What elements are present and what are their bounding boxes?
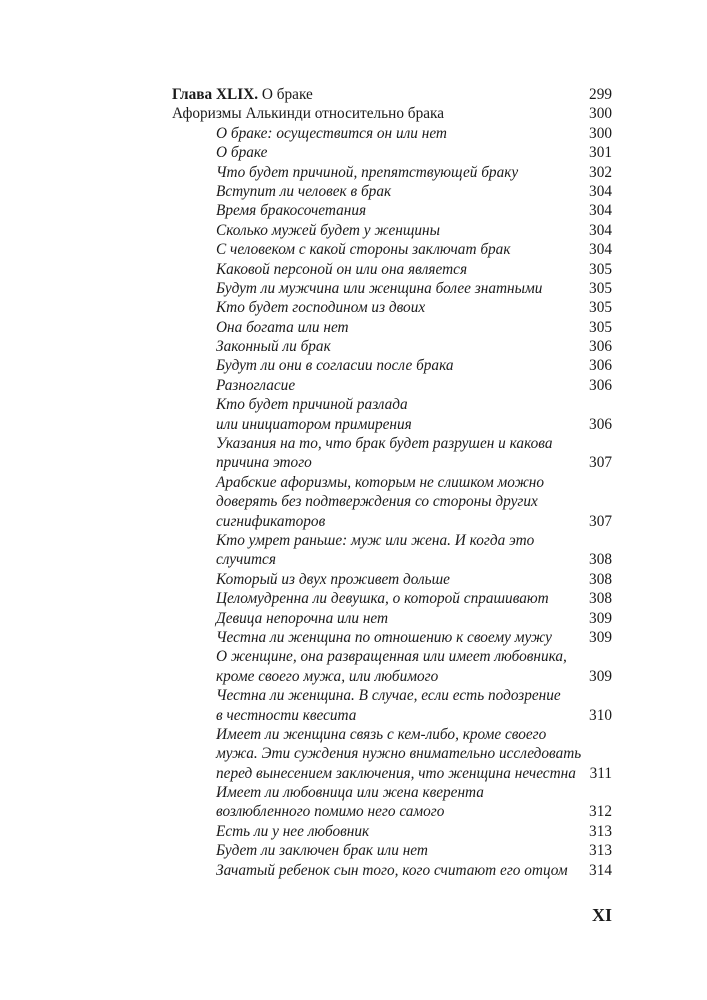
toc-page-number: 299 xyxy=(589,86,612,103)
toc-entry-title: Будет ли заключен брак или нет xyxy=(216,842,428,860)
toc-entry xyxy=(172,124,612,143)
toc-entry xyxy=(172,570,612,589)
toc-page-number: 304 xyxy=(589,202,612,220)
toc-entry-line xyxy=(172,104,612,123)
toc-entry-title: Арабские афоризмы, которым не слишком можно xyxy=(216,473,545,491)
toc-page-number: 308 xyxy=(589,590,612,608)
toc-entry-title: Кто умрет раньше: муж или жена. И когда это xyxy=(216,531,535,549)
toc-entry-title: кроме своего мужа, или любимого xyxy=(216,667,439,685)
toc-entry-line xyxy=(172,337,612,356)
toc-entry-title: Вступит ли человек в брак xyxy=(216,182,392,200)
toc-entry-line xyxy=(172,318,612,337)
toc-entry-line xyxy=(172,589,612,608)
toc-entry xyxy=(172,647,612,686)
table-of-contents xyxy=(172,85,612,880)
toc-chapter-entry xyxy=(172,104,612,123)
toc-entry-line xyxy=(172,124,612,143)
toc-entry xyxy=(172,279,612,298)
toc-entry-title: Время бракосочетания xyxy=(216,202,367,220)
toc-entry xyxy=(172,298,612,317)
toc-entry-title: случится xyxy=(216,551,276,569)
toc-entry-line xyxy=(172,667,612,686)
toc-entry-title: С человеком с какой стороны заключат брак xyxy=(216,241,511,259)
toc-entry xyxy=(172,609,612,628)
toc-entry-line xyxy=(172,725,612,744)
toc-entry xyxy=(172,473,612,531)
toc-entry xyxy=(172,841,612,860)
toc-entry-line xyxy=(172,298,612,317)
toc-entry xyxy=(172,725,612,783)
toc-page-number: 309 xyxy=(589,628,612,646)
toc-entry xyxy=(172,337,612,356)
toc-entry-line xyxy=(172,706,612,725)
toc-entry xyxy=(172,395,612,434)
toc-entry-line xyxy=(172,531,612,550)
toc-page-number: 304 xyxy=(589,182,612,200)
toc-entry xyxy=(172,861,612,880)
toc-entry-title: Честна ли женщина по отношению к своему мужу xyxy=(216,628,552,646)
toc-entry-title: Имеет ли женщина связь с кем-либо, кроме своего xyxy=(216,725,547,743)
toc-entry-title: О браке: осуществится он или нет xyxy=(216,124,447,142)
toc-page-number: 308 xyxy=(589,551,612,569)
toc-entry-line xyxy=(172,512,612,531)
toc-entry-title: Кто будет причиной разлада xyxy=(216,396,408,414)
toc-entry-line xyxy=(172,434,612,453)
toc-entry-line xyxy=(172,647,612,666)
toc-entry-line xyxy=(172,764,612,783)
toc-entry-title: Девица непорочна или нет xyxy=(216,609,389,627)
toc-page-number: 304 xyxy=(589,241,612,259)
toc-entry-title: О женщине, она развращенная или имеет любовника, xyxy=(216,648,567,666)
toc-page-number: 305 xyxy=(589,299,612,317)
toc-entry-title: Афоризмы Алькинди относительно брака xyxy=(172,105,444,123)
toc-entry-title: в честности квесита xyxy=(216,706,357,724)
toc-entry xyxy=(172,531,612,570)
toc-entry-title: Который из двух проживет дольше xyxy=(216,570,450,588)
toc-entry xyxy=(172,356,612,375)
toc-page-number: 307 xyxy=(589,512,612,530)
toc-entry xyxy=(172,822,612,841)
toc-page-number: 312 xyxy=(589,803,612,821)
toc-entry-line xyxy=(172,609,612,628)
toc-page-number: 300 xyxy=(589,124,612,142)
toc-entry-line xyxy=(172,240,612,259)
toc-entry-line xyxy=(172,744,612,763)
toc-entry-line xyxy=(172,143,612,162)
toc-entry xyxy=(172,318,612,337)
toc-page-number: 309 xyxy=(589,609,612,627)
toc-entry xyxy=(172,783,612,822)
chapter-label: Глава XLIX. xyxy=(172,86,259,103)
toc-entry-title: Разногласие xyxy=(216,376,296,394)
toc-entry-line xyxy=(172,395,612,414)
toc-entry-line xyxy=(172,163,612,182)
toc-page-number: 314 xyxy=(589,861,612,879)
toc-entry xyxy=(172,182,612,201)
toc-entry xyxy=(172,260,612,279)
page-number: XI xyxy=(591,905,612,925)
toc-page-number: 313 xyxy=(589,822,612,840)
toc-entry-title: Каковой персоной он или она является xyxy=(216,260,468,278)
toc-page-number: 304 xyxy=(589,221,612,239)
toc-entry-line xyxy=(172,686,612,705)
toc-entry-line xyxy=(172,492,612,511)
toc-entry-title: Имеет ли любовница или жена кверента xyxy=(216,784,484,802)
toc-entry xyxy=(172,163,612,182)
toc-entry-line xyxy=(172,415,612,434)
toc-entry-title: мужа. Эти суждения нужно внимательно исследовать xyxy=(216,745,582,763)
toc-entry xyxy=(172,589,612,608)
toc-entry xyxy=(172,376,612,395)
toc-entry-line xyxy=(172,182,612,201)
toc-entry-line xyxy=(172,473,612,492)
toc-page-number: 306 xyxy=(589,376,612,394)
toc-entry xyxy=(172,628,612,647)
toc-entry-line xyxy=(172,260,612,279)
toc-entry-line xyxy=(172,861,612,880)
toc-entry xyxy=(172,686,612,725)
toc-entry-title: сигнификаторов xyxy=(216,512,326,530)
toc-entry-line xyxy=(172,279,612,298)
toc-entry-title: Она богата или нет xyxy=(216,318,349,336)
toc-entry-title: Сколько мужей будет у женщины xyxy=(216,221,440,239)
toc-page-number: 300 xyxy=(589,105,612,123)
toc-entry-title: О браке xyxy=(261,86,313,103)
toc-entry-line xyxy=(172,201,612,220)
toc-entry-line xyxy=(172,841,612,860)
toc-entry-line xyxy=(172,628,612,647)
toc-entry-title: перед вынесением заключения, что женщина нечестна xyxy=(216,764,576,782)
toc-entry-title: О браке xyxy=(216,144,268,162)
toc-entry-title: доверять без подтверждения со стороны других xyxy=(216,493,538,511)
toc-entry-line xyxy=(172,550,612,569)
toc-entry-title: Что будет причиной, препятствующей браку xyxy=(216,163,519,181)
toc-entry-title: Кто будет господином из двоих xyxy=(216,299,426,317)
toc-entry-line xyxy=(172,802,612,821)
toc-entry-title: Целомудренна ли девушка, о которой спрашивают xyxy=(216,590,549,608)
toc-entry xyxy=(172,240,612,259)
toc-page-number: 301 xyxy=(589,144,612,162)
toc-entry-line xyxy=(172,221,612,240)
toc-entry-line xyxy=(172,570,612,589)
toc-entry xyxy=(172,434,612,473)
toc-entry-title: Зачатый ребенок сын того, кого считают его отцом xyxy=(216,861,568,879)
toc-entry-title: Честна ли женщина. В случае, если есть подозрение xyxy=(216,687,561,705)
toc-entry-title: или инициатором примирения xyxy=(216,415,412,433)
toc-page-number: 310 xyxy=(589,706,612,724)
toc-page-number: 309 xyxy=(589,667,612,685)
toc-page-number: 305 xyxy=(589,260,612,278)
toc-entry-line xyxy=(172,356,612,375)
toc-entry-title: Будут ли мужчина или женщина более знатными xyxy=(216,279,543,297)
toc-entry xyxy=(172,143,612,162)
toc-page-number: 313 xyxy=(589,842,612,860)
toc-entry-line xyxy=(172,85,612,104)
toc-page-number: 305 xyxy=(589,318,612,336)
toc-page-number: 311 xyxy=(589,764,612,782)
toc-entry xyxy=(172,221,612,240)
toc-page-number: 306 xyxy=(589,357,612,375)
toc-entry xyxy=(172,201,612,220)
toc-entry-line xyxy=(172,783,612,802)
toc-entry-title: возлюбленного помимо него самого xyxy=(216,803,445,821)
toc-page-number: 308 xyxy=(589,570,612,588)
toc-page-number: 307 xyxy=(589,454,612,472)
toc-entry-title: Указания на то, что брак будет разрушен и какова xyxy=(216,435,553,453)
toc-entry-title: причина этого xyxy=(216,454,312,472)
toc-entry-line xyxy=(172,822,612,841)
toc-entry-title: Есть ли у нее любовник xyxy=(216,822,370,840)
toc-page-number: 306 xyxy=(589,338,612,356)
toc-entry-line xyxy=(172,376,612,395)
toc-page-number: 302 xyxy=(589,163,612,181)
toc-chapter-entry xyxy=(172,85,612,104)
toc-entry-title: Будут ли они в согласии после брака xyxy=(216,357,454,375)
toc-page-number: 306 xyxy=(589,415,612,433)
toc-page-number: 305 xyxy=(589,279,612,297)
toc-entry-title: Законный ли брак xyxy=(216,338,331,356)
toc-entry-line xyxy=(172,453,612,472)
